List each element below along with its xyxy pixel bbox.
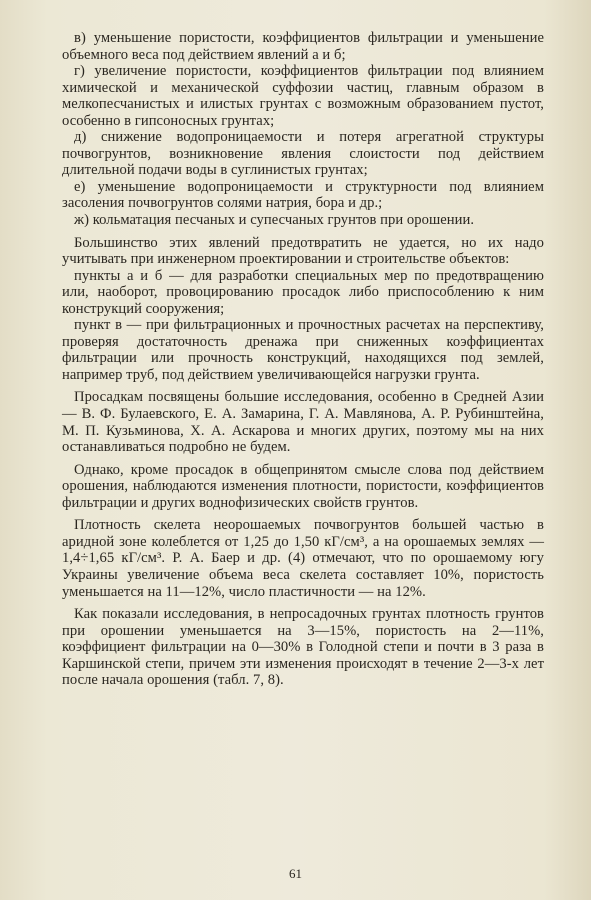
paragraph: пункты а и б — для разработки специальных мер по предотвращению или, наоборот, провоцированию просадок либо приспособлению к ним конструкций сооружения; <box>62 267 544 317</box>
paragraph: Просадкам посвящены большие исследования, особенно в Средней Азии — В. Ф. Булаевского, Е. А. Замарина, Г. А. Мавлянова, А. Р. Рубинштейна, М. П. Кузьминова, Х. А. Аскарова и многих других, поэтому мы на них останавливаться подробно не будем. <box>62 389 544 456</box>
list-item-e: е) уменьшение водопроницаемости и структурности под влиянием засоления почвогрунтов солями натрия, бора и др.; <box>62 178 544 212</box>
paragraph: Однако, кроме просадок в общепринятом смысле слова под действием орошения, наблюдаются изменения плотности, пористости, коэффициентов фильтрации и других воднофизических свойств грунтов. <box>62 461 544 511</box>
list-item-g: г) увеличение пористости, коэффициентов фильтрации под влиянием химической и механической суффозии частиц, главным образом в мелкопесчанистых и илистых грунтах с возможным образованием пустот, особенно в гипсоносных грунтах; <box>62 63 544 129</box>
page-number: 61 <box>289 866 302 881</box>
body-text <box>62 30 544 689</box>
paragraph: Как показали исследования, в непросадочных грунтах плотность грунтов при орошении уменьшается на 3—15%, пористость на 2—11%, коэффициент фильтрации на 0—30% в Голодной степи и почти в 3 раза в Каршинской степи, причем эти изменения происходят в течение 2—3-х лет после начала орошения (табл. 7, 8). <box>62 606 544 689</box>
paragraph: Плотность скелета неорошаемых почвогрунтов большей частью в аридной зоне колеблется от 1,25 до 1,50 кГ/см³, а на орошаемых землях — 1,4÷1,65 кГ/см³. Р. А. Баер и др. (4) отмечают, что по орошаемому югу Украины увеличение объема веса скелета составляет 10%, пористость уменьшается на 11—12%, число пластичности — на 12%. <box>62 517 544 600</box>
paragraph: Большинство этих явлений предотвратить не удается, но их надо учитывать при инженерном проектировании и строительстве объектов: <box>62 234 544 268</box>
list-item-d: д) снижение водопроницаемости и потеря агрегатной структуры почвогрунтов, возникновение явления слоистости под действием длительной подачи воды в суглинистых грунтах; <box>62 129 544 179</box>
list-item-zh: ж) кольматация песчаных и супесчаных грунтов при орошении. <box>74 212 475 229</box>
list-item-v: в) уменьшение пористости, коэффициентов фильтрации и уменьшение объемного веса под действием явлений а и б; <box>62 30 544 63</box>
paragraph: пункт в — при фильтрационных и прочностных расчетах на перспективу, проверяя достаточность дренажа при сниженных коэффициентах фильтрации или прочность конструкций, находящихся под землей, например труб, под действием увеличивающейся нагрузки грунта. <box>62 317 544 383</box>
